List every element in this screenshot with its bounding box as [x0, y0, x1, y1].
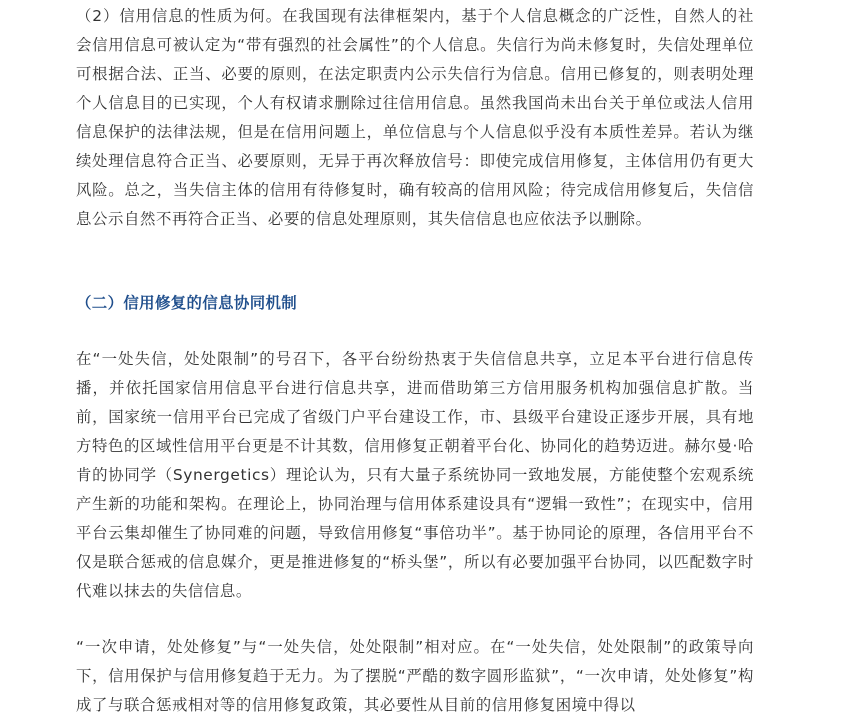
paragraph-credit-info-nature: （2）信用信息的性质为何。在我国现有法律框架内，基于个人信息概念的广泛性，自然人的社会信用信息可被认定为“带有强烈的社会属性”的个人信息。失信行为尚未修复时，失信处理单位可根据合法、正当、必要的原则，在法定职责内公示失信行为信息。信用已修复的，则表明处理个人信息目的已实现，个人有权请求删除过往信用信息。虽然我国尚未出台关于单位或法人信用信息保护的法律法规，但是在信用问题上，单位信息与个人信息似乎没有本质性差异。若认为继续处理信息符合正当、必要原则，无异于再次释放信号：即使完成信用修复，主体信用仍有更大风险。总之，当失信主体的信用有待修复时，确有较高的信用风险；待完成信用修复后，失信信息公示自然不再符合正当、必要的信息处理原则，其失信信息也应依法予以删除。	[76, 7, 754, 228]
paragraph-one-application: “一次申请，处处修复”与“一处失信，处处限制”相对应。在“一处失信，处处限制”的政策导向下，信用保护与信用修复趋于无力。为了摆脱“严酷的数字圆形监狱”，“一次申请，处处修复”构成了与联合惩戒相对等的信用修复政策，其必要性从目前的信用修复困境中得以	[76, 638, 754, 714]
paragraph-info-synergy: 在“一处失信，处处限制”的号召下，各平台纷纷热衷于失信信息共享，立足本平台进行信息传播，并依托国家信用信息平台进行信息共享，进而借助第三方信用服务机构加强信息扩散。当前，国家统一信用平台已完成了省级门户平台建设工作，市、县级平台建设正逐步开展，具有地方特色的区域性信用平台更是不计其数，信用修复正朝着平台化、协同化的趋势迈进。赫尔曼·哈肯的协同学（Synergetics）理论认为，只有大量子系统协同一致地发展，方能使整个宏观系统产生新的功能和架构。在理论上，协同治理与信用体系建设具有“逻辑一致性”；在现实中，信用平台云集却催生了协同难的问题，导致信用修复“事倍功半”。基于协同论的原理，各信用平台不仅是联合惩戒的信息媒介，更是推进修复的“桥头堡”，所以有必要加强平台协同，以匹配数字时代难以抹去的失信信息。	[76, 350, 754, 600]
section-heading: （二）信用修复的信息协同机制	[76, 294, 298, 312]
